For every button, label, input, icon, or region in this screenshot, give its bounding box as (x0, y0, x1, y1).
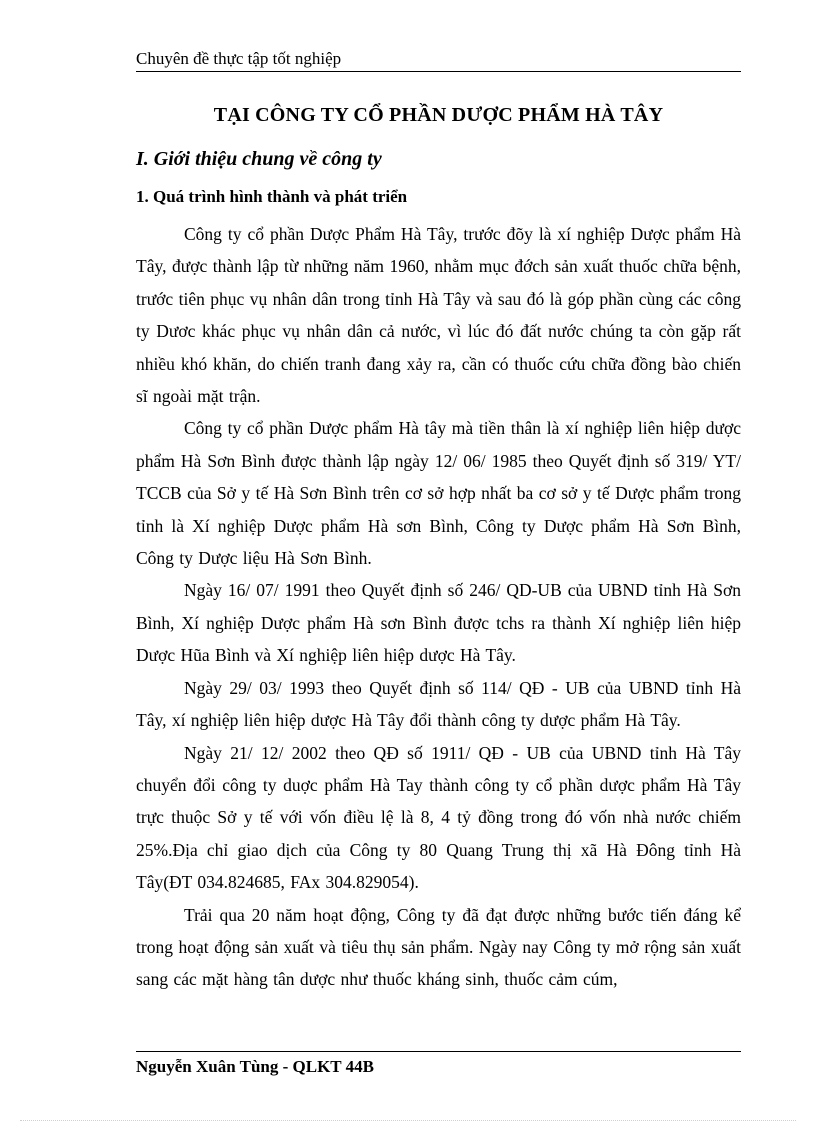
footer-author: Nguyễn Xuân Tùng - QLKT 44B (136, 1057, 374, 1076)
page-edge-divider (20, 1120, 796, 1121)
paragraph: Trải qua 20 năm hoạt động, Công ty đã đạt được những bước tiến đáng kể trong hoạt động sản xuất và tiêu thụ sản phẩm. Ngày nay Công ty mở rộng sản xuất sang các mặt hàng tân dược như thuốc kháng sinh, thuốc cảm cúm, (136, 904, 741, 990)
sub-heading: 1. Quá trình hình thành và phát triển (136, 187, 408, 206)
header-divider (136, 71, 741, 72)
section-heading: I. Giới thiệu chung về công ty (136, 148, 382, 170)
paragraph: Công ty cổ phần Dược phẩm Hà tây mà tiền thân là xí nghiệp liên hiệp dược phẩm Hà Sơn Bình được thành lập ngày 12/ 06/ 1985 theo Quyết định số 319/ YT/ TCCB của Sở y tế Hà Sơn Bình trên cơ sở hợp nhất ba cơ sở y tế Dược phẩm trong tỉnh là Xí nghiệp Dược phẩm Hà sơn Bình, Công ty Dược phẩm Hà Sơn Bình, Công ty Dược liệu Hà Sơn Bình. (136, 418, 741, 569)
body-text (136, 218, 741, 996)
paragraph: Ngày 21/ 12/ 2002 theo QĐ số 1911/ QĐ - UB của UBND tỉnh Hà Tây chuyển đổi công ty duợc phẩm Hà Tay thành công ty cổ phần dược phẩm Hà Tây trực thuộc Sở y tế với vốn điều lệ là 8, 4 tỷ đồng trong đó vốn nhà nước chiếm 25%.Địa chỉ giao dịch của Công ty 80 Quang Trung thị xã Hà Đông tỉnh Hà Tây(ĐT 034.824685, FAx 304.829054). (136, 742, 741, 893)
paragraph: Ngày 16/ 07/ 1991 theo Quyết định số 246/ QD-UB của UBND tỉnh Hà Sơn Bình, Xí nghiệp Dược phẩm Hà sơn Bình được tchs ra thành Xí nghiệp liên hiệp Dược Hũa Bình và Xí nghiệp liên hiệp dược Hà Tây. (136, 580, 741, 666)
header-title: Chuyên đề thực tập tốt nghiệp (136, 49, 342, 68)
document-title: TẠI CÔNG TY CỔ PHẦN DƯỢC PHẨM HÀ TÂY (213, 104, 664, 126)
paragraph: Ngày 29/ 03/ 1993 theo Quyết định số 114/ QĐ - UB của UBND tỉnh Hà Tây, xí nghiệp liên hiệp dược Hà Tây đổi thành công ty dược phẩm Hà Tây. (136, 677, 741, 731)
footer-divider (136, 1051, 741, 1052)
paragraph: Công ty cổ phần Dược Phẩm Hà Tây, trước đõy là xí nghiệp Dược phẩm Hà Tây, được thành lập từ những năm 1960, nhằm mục đớch sản xuất thuốc chữa bệnh, trước tiên phục vụ nhân dân trong tỉnh Hà Tây và sau đó là góp phần cùng các công ty Dươc khác phục vụ nhân dân cả nước, vì lúc đó đất nước chúng ta còn gặp rất nhiều khó khăn, do chiến tranh đang xảy ra, cần có thuốc cứu chữa đồng bào chiến sĩ ngoài mặt trận. (136, 224, 741, 407)
